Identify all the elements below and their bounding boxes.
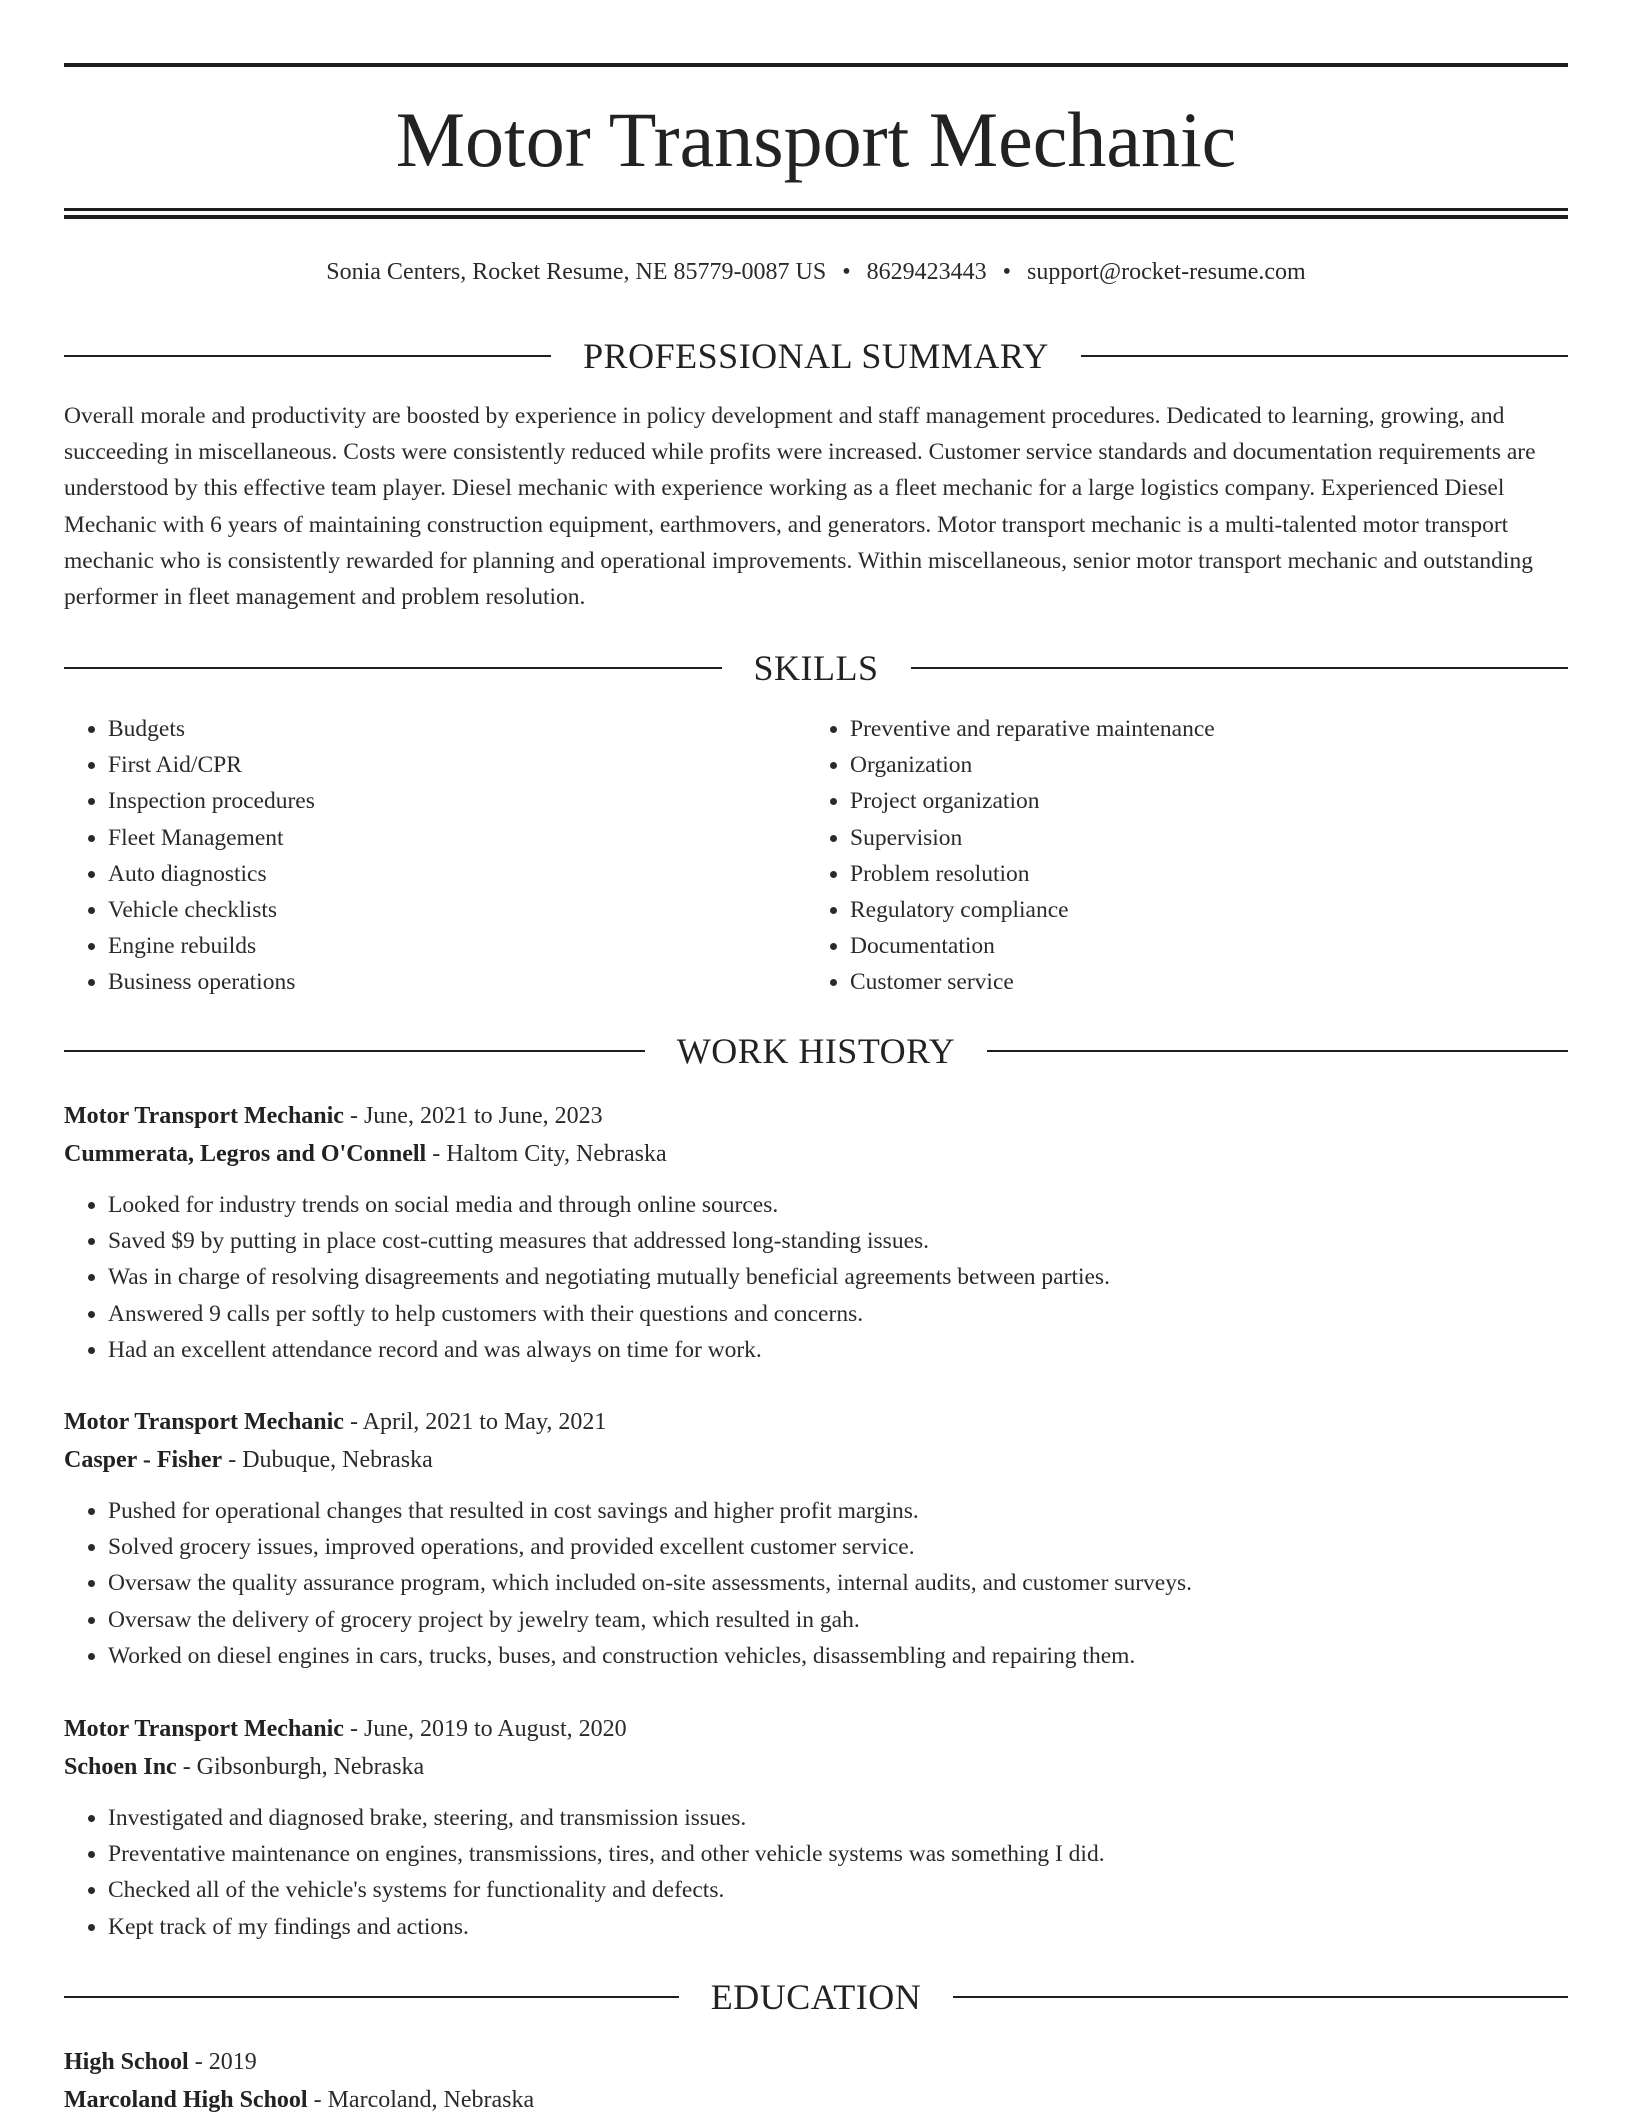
heading-rule (64, 667, 722, 669)
contact-phone: 8629423443 (866, 259, 987, 285)
job-company: Cummerata, Legros and O'Connell (64, 1141, 427, 1167)
job-location: - Gibsonburgh, Nebraska (176, 1754, 425, 1780)
contact-address: Sonia Centers, Rocket Resume, NE 85779-0087 US (326, 259, 827, 285)
job-bullet: • Solved grocery issues, improved operations, and provided excellent customer service. (108, 1529, 1568, 1565)
job-bullet: • Looked for industry trends on social media and through online sources. (108, 1187, 1568, 1223)
section-heading-education (64, 1975, 1568, 2019)
job-company: Schoen Inc (64, 1754, 177, 1780)
job-title: Motor Transport Mechanic (64, 1103, 344, 1129)
education-location: - Marcoland, Nebraska (307, 2087, 535, 2113)
heading-rule (911, 667, 1569, 669)
skill-item: • Engine rebuilds (108, 928, 806, 964)
job-bullet: • Had an excellent attendance record and was always on time for work. (108, 1332, 1568, 1368)
job-location: - Haltom City, Nebraska (426, 1141, 667, 1167)
education-degree: High School (64, 2049, 189, 2075)
job-dates: - June, 2021 to June, 2023 (343, 1103, 603, 1129)
skill-item: • Budgets (108, 711, 806, 747)
job-entry (64, 1097, 1568, 1368)
job-bullet: • Oversaw the delivery of grocery project by jewelry team, which resulted in gah. (108, 1602, 1568, 1638)
education-year: - 2019 (188, 2049, 257, 2075)
skill-item: • Documentation (850, 928, 1548, 964)
section-title: WORK HISTORY (676, 1031, 956, 1071)
skill-item: • Supervision (850, 820, 1548, 856)
section-heading-work (64, 1029, 1568, 1073)
top-rule (64, 63, 1568, 67)
heading-rule (987, 1050, 1568, 1052)
skill-item: • Inspection procedures (108, 783, 806, 819)
job-title: Motor Transport Mechanic (64, 1716, 344, 1742)
job-title-line (64, 1097, 1568, 1135)
job-bullet: • Saved $9 by putting in place cost-cutting measures that addressed long-standing issues. (108, 1223, 1568, 1259)
skill-item: • Organization (850, 747, 1548, 783)
section-title: EDUCATION (710, 1977, 922, 2017)
contact-separator: • (842, 259, 851, 285)
job-location: - Dubuque, Nebraska (222, 1447, 433, 1473)
education-school-line (64, 2081, 1568, 2119)
job-company-line (64, 1135, 1568, 1173)
skill-item: • Customer service (850, 964, 1548, 1000)
skills-column-left (64, 711, 806, 1001)
job-company: Casper - Fisher (64, 1447, 223, 1473)
skill-item: • Fleet Management (108, 820, 806, 856)
job-bullet: • Preventative maintenance on engines, transmissions, tires, and other vehicle systems was something I did. (108, 1836, 1568, 1872)
skill-item: • Vehicle checklists (108, 892, 806, 928)
job-company-line (64, 1748, 1568, 1786)
education-degree-line (64, 2043, 1568, 2081)
section-heading-summary (64, 334, 1568, 378)
skill-item: • Business operations (108, 964, 806, 1000)
job-bullets (64, 1800, 1568, 1945)
title-rule-upper (64, 208, 1568, 211)
skill-item: • Preventive and reparative maintenance (850, 711, 1548, 747)
contact-email: support@rocket-resume.com (1027, 259, 1306, 285)
contact-separator: • (1002, 259, 1012, 285)
heading-rule (64, 355, 551, 357)
job-bullet: • Oversaw the quality assurance program, which included on-site assessments, internal audits, and customer surveys. (108, 1565, 1568, 1601)
heading-rule (64, 1996, 679, 1998)
job-title: Motor Transport Mechanic (64, 1409, 344, 1435)
job-dates: - June, 2019 to August, 2020 (343, 1716, 627, 1742)
job-bullet: • Checked all of the vehicle's systems for functionality and defects. (108, 1872, 1568, 1908)
job-bullet: • Worked on diesel engines in cars, trucks, buses, and construction vehicles, disassembling and repairing them. (108, 1638, 1568, 1674)
job-bullet: • Was in charge of resolving disagreements and negotiating mutually beneficial agreements between parties. (108, 1259, 1568, 1295)
job-company-line (64, 1441, 1568, 1479)
section-title: SKILLS (753, 648, 879, 688)
job-entry (64, 1710, 1568, 1945)
job-bullet: • Pushed for operational changes that resulted in cost savings and higher profit margins. (108, 1493, 1568, 1529)
heading-rule (953, 1996, 1568, 1998)
skill-item: • First Aid/CPR (108, 747, 806, 783)
section-title: PROFESSIONAL SUMMARY (583, 336, 1049, 376)
skill-item: • Problem resolution (850, 856, 1548, 892)
summary-paragraph: Overall morale and productivity are boosted by experience in policy development and staff management procedures. Dedicated to learning, growing, and succeeding in miscellaneous. Costs were consistently reduced while profits were increased. Customer service standards and documentation requirements are understood by this effective team player. Diesel mechanic with experience working as a fleet mechanic for a large logistics company. Experienced Diesel Mechanic with 6 years of maintaining construction equipment, earthmovers, and generators. Motor transport mechanic is a multi-talented motor transport mechanic who is consistently rewarded for planning and operational improvements. Within miscellaneous, senior motor transport mechanic and outstanding performer in fleet management and problem resolution. (64, 403, 1536, 611)
job-dates: - April, 2021 to May, 2021 (343, 1409, 607, 1435)
job-title-line (64, 1403, 1568, 1441)
resume-title: Motor Transport Mechanic (395, 96, 1237, 183)
job-title-line (64, 1710, 1568, 1748)
education-entry (64, 2043, 1568, 2119)
education-school: Marcoland High School (64, 2087, 308, 2113)
job-bullet: • Kept track of my findings and actions. (108, 1909, 1568, 1945)
heading-rule (1081, 355, 1568, 357)
job-bullets (64, 1187, 1568, 1368)
section-heading-skills (64, 646, 1568, 690)
heading-rule (64, 1050, 645, 1052)
skill-item: • Regulatory compliance (850, 892, 1548, 928)
job-bullets (64, 1493, 1568, 1674)
title-rule-lower (64, 215, 1568, 219)
job-entry (64, 1403, 1568, 1674)
skill-item: • Auto diagnostics (108, 856, 806, 892)
job-bullet: • Answered 9 calls per softly to help customers with their questions and concerns. (108, 1296, 1568, 1332)
job-bullet: • Investigated and diagnosed brake, steering, and transmission issues. (108, 1800, 1568, 1836)
skill-item: • Project organization (850, 783, 1548, 819)
skills-list (64, 711, 1568, 1001)
contact-line (64, 254, 1568, 290)
skills-column-right (806, 711, 1548, 1001)
